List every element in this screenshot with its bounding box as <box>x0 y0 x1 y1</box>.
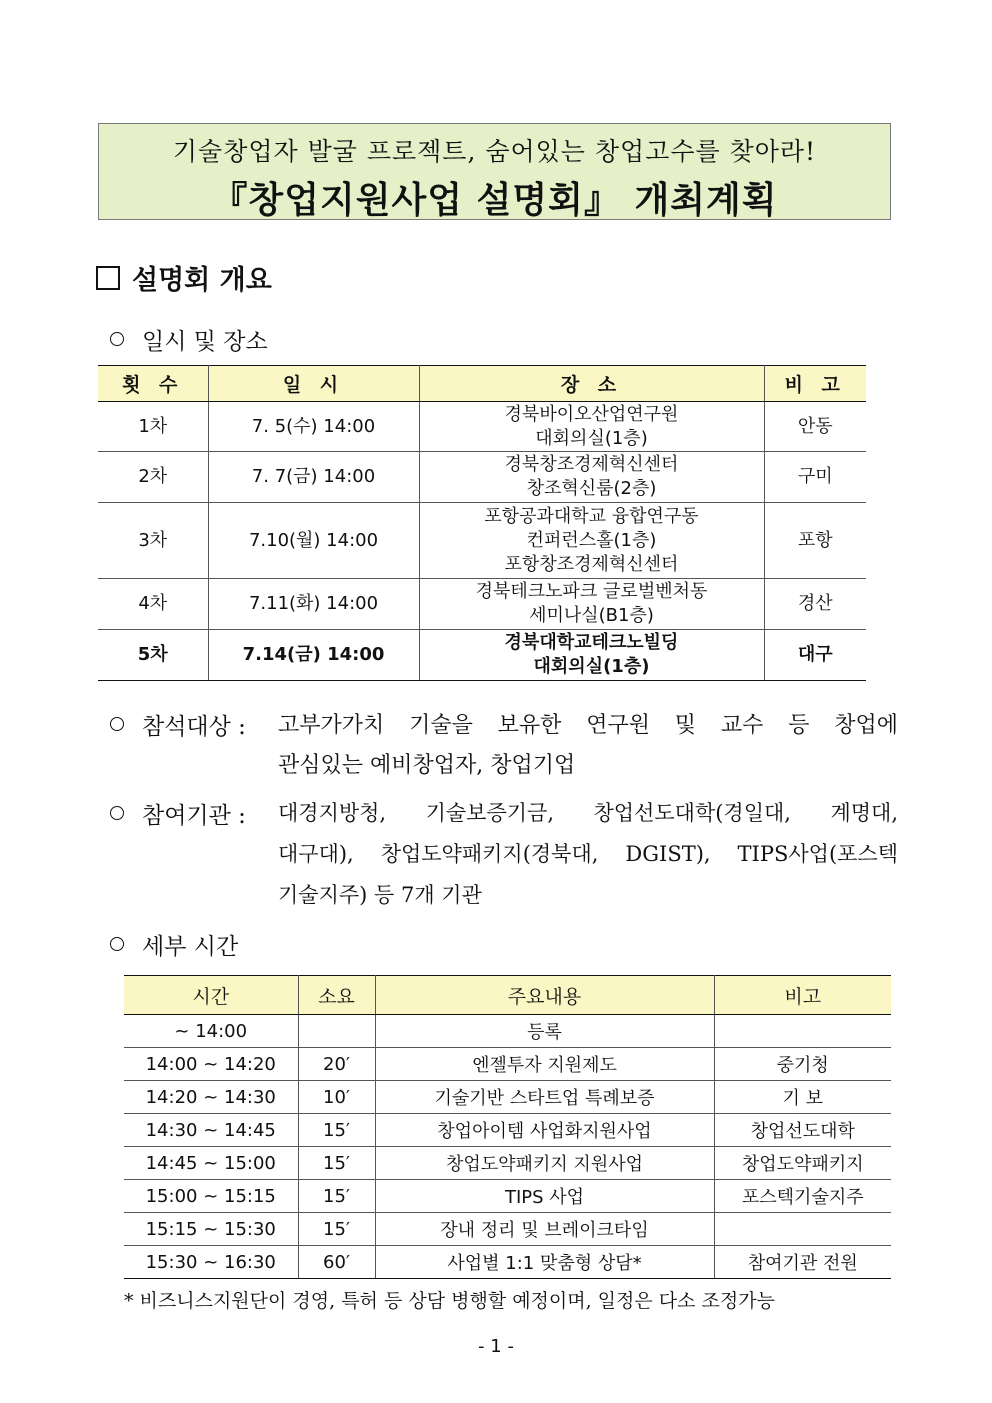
note-cell: 경산 <box>764 579 866 630</box>
square-bullet-icon <box>96 266 120 290</box>
note-cell: 구미 <box>764 452 866 503</box>
place-line: 대회의실(1층) <box>533 656 650 677</box>
content-cell: 등록 <box>375 1015 714 1048</box>
round-cell: 3차 <box>98 503 208 579</box>
datetime-cell: 7. 7(금) 14:00 <box>208 452 419 503</box>
table-row <box>124 1114 891 1147</box>
duration-cell: 20′ <box>298 1048 375 1081</box>
table-row <box>98 402 866 452</box>
place-line: 세미나실(B1층) <box>529 605 654 626</box>
circle-bullet-icon <box>110 717 124 731</box>
table-row <box>98 630 866 681</box>
datetime-cell: 7.14(금) 14:00 <box>208 630 419 681</box>
round-cell: 1차 <box>98 402 208 452</box>
content-cell: TIPS 사업 <box>375 1180 714 1213</box>
timetable-col-note: 비고 <box>714 976 891 1015</box>
schedule-heading <box>110 323 268 356</box>
section-heading-text: 설명회 개요 <box>132 265 272 296</box>
time-cell: 14:00 ~ 14:20 <box>124 1048 298 1081</box>
datetime-cell: 7.11(화) 14:00 <box>208 579 419 630</box>
timetable-table <box>124 975 891 1279</box>
content-cell: 기술기반 스타트업 특례보증 <box>375 1081 714 1114</box>
time-cell: 14:20 ~ 14:30 <box>124 1081 298 1114</box>
round-cell: 5차 <box>98 630 208 681</box>
note-cell: 창업선도대학 <box>714 1114 891 1147</box>
content-cell: 사업별 1:1 맞춤형 상담* <box>375 1246 714 1279</box>
timetable-col-duration: 소요 <box>298 976 375 1015</box>
schedule-col-place: 장 소 <box>419 366 764 402</box>
time-cell: ~ 14:00 <box>124 1015 298 1048</box>
institutions-line1: 대경지방청, 기술보증기금, 창업선도대학(경일대, 계명대, <box>278 801 898 825</box>
duration-cell <box>298 1015 375 1048</box>
place-cell <box>419 503 764 579</box>
place-line: 경북창조경제혁신센터 <box>504 454 679 475</box>
institutions-line2: 대구대), 창업도약패키지(경북대, DGIST), TIPS사업(포스텍 <box>278 842 898 866</box>
datetime-cell: 7.10(월) 14:00 <box>208 503 419 579</box>
schedule-table <box>98 365 866 681</box>
table-row <box>124 1081 891 1114</box>
place-line: 대회의실(1층) <box>535 427 648 449</box>
note-cell: 창업도약패키지 <box>714 1147 891 1180</box>
table-row <box>98 503 866 579</box>
round-cell: 4차 <box>98 579 208 630</box>
place-line: 포항공과대학교 융합연구동 <box>484 505 699 527</box>
table-row <box>124 1180 891 1213</box>
table-row <box>124 1246 891 1279</box>
note-cell: 안동 <box>764 402 866 452</box>
time-cell: 15:30 ~ 16:30 <box>124 1246 298 1279</box>
institutions-bullet <box>110 797 246 830</box>
content-cell: 창업도약패키지 지원사업 <box>375 1147 714 1180</box>
time-cell: 15:15 ~ 15:30 <box>124 1213 298 1246</box>
duration-cell: 15′ <box>298 1213 375 1246</box>
duration-cell: 60′ <box>298 1246 375 1279</box>
note-cell: 대구 <box>764 630 866 681</box>
timetable-header-row <box>124 976 891 1015</box>
place-line: 포항창조경제혁신센터 <box>504 553 679 575</box>
note-cell <box>714 1213 891 1246</box>
place-line: 경북대학교테크노빌딩 <box>504 632 679 653</box>
table-row <box>124 1048 891 1081</box>
institutions-line3: 기술지주) 등 7개 기관 <box>278 883 482 907</box>
page-number: - 1 - <box>478 1336 514 1357</box>
section-heading <box>96 258 272 297</box>
place-line: 경북테크노파크 글로벌벤처동 <box>475 581 708 602</box>
attendees-line2: 관심있는 예비창업자, 창업기업 <box>278 753 576 778</box>
duration-cell: 15′ <box>298 1114 375 1147</box>
note-cell: 포스텍기술지주 <box>714 1180 891 1213</box>
duration-cell: 15′ <box>298 1180 375 1213</box>
timetable-heading-text: 세부 시간 <box>142 934 239 960</box>
attendees-line1: 고부가가치 기술을 보유한 연구원 및 교수 등 창업에 <box>278 713 898 738</box>
place-cell <box>419 579 764 630</box>
place-line: 컨퍼런스홀(1층) <box>526 529 657 551</box>
schedule-heading-text: 일시 및 장소 <box>142 329 268 355</box>
time-cell: 15:00 ~ 15:15 <box>124 1180 298 1213</box>
circle-bullet-icon <box>110 806 124 820</box>
content-cell: 장내 정리 및 브레이크타임 <box>375 1213 714 1246</box>
place-line: 경북바이오산업연구원 <box>504 403 679 425</box>
note-cell: 참여기관 전원 <box>714 1246 891 1279</box>
timetable-heading <box>110 928 238 961</box>
attendees-bullet <box>110 708 246 741</box>
place-cell <box>419 402 764 452</box>
title-main: 『창업지원사업 설명회』 개최계획 <box>211 180 778 221</box>
attendees-label: 참석대상 : <box>142 714 246 740</box>
time-cell: 14:45 ~ 15:00 <box>124 1147 298 1180</box>
table-row <box>98 579 866 630</box>
note-cell: 중기청 <box>714 1048 891 1081</box>
note-cell: 포항 <box>764 503 866 579</box>
content-cell: 창업아이템 사업화지원사업 <box>375 1114 714 1147</box>
timetable-col-time: 시간 <box>124 976 298 1015</box>
duration-cell: 10′ <box>298 1081 375 1114</box>
table-row <box>98 452 866 503</box>
schedule-col-datetime: 일 시 <box>208 366 419 402</box>
institutions-label: 참여기관 : <box>142 803 246 829</box>
round-cell: 2차 <box>98 452 208 503</box>
note-cell: 기 보 <box>714 1081 891 1114</box>
time-cell: 14:30 ~ 14:45 <box>124 1114 298 1147</box>
circle-bullet-icon <box>110 332 124 346</box>
title-box <box>98 123 891 220</box>
table-row <box>124 1147 891 1180</box>
duration-cell: 15′ <box>298 1147 375 1180</box>
schedule-col-round: 횟 수 <box>98 366 208 402</box>
timetable-col-content: 주요내용 <box>375 976 714 1015</box>
datetime-cell: 7. 5(수) 14:00 <box>208 402 419 452</box>
table-row <box>124 1015 891 1048</box>
place-cell <box>419 630 764 681</box>
content-cell: 엔젤투자 지원제도 <box>375 1048 714 1081</box>
schedule-header-row <box>98 366 866 402</box>
title-subtitle: 기술창업자 발굴 프로젝트, 숨어있는 창업고수를 찾아라! <box>172 137 817 166</box>
table-row <box>124 1213 891 1246</box>
circle-bullet-icon <box>110 937 124 951</box>
place-cell <box>419 452 764 503</box>
note-cell <box>714 1015 891 1048</box>
place-line: 창조혁신룸(2층) <box>526 478 657 499</box>
footnote: * 비즈니스지원단이 경영, 특허 등 상담 병행할 예정이며, 일정은 다소 조정가능 <box>124 1290 775 1312</box>
schedule-col-note: 비 고 <box>764 366 866 402</box>
